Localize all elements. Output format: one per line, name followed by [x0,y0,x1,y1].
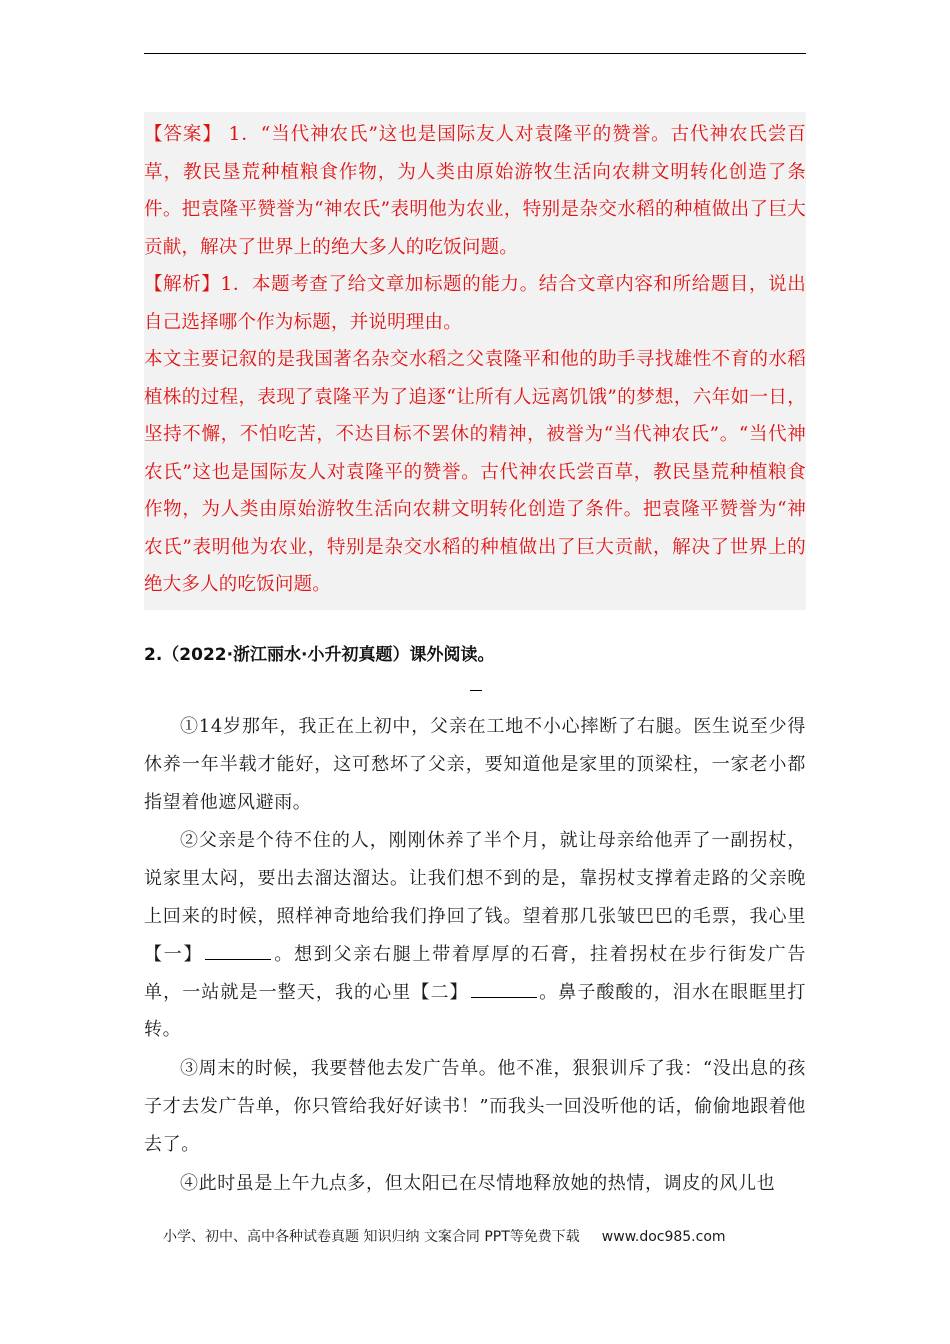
page-footer [163,1226,803,1246]
header-rule [144,53,806,54]
analysis-tag: 【解析】 [144,274,221,295]
question-heading: 2.（2022·浙江丽水·小升初真题）课外阅读。 [144,645,495,665]
analysis-paragraph [144,266,806,341]
analysis-paragraph-2: 本文主要记叙的是我国著名杂交水稻之父袁隆平和他的助手寻找雄性不育的水稻植株的过程，表现了袁隆平为了追逐“让所有人远离饥饿”的梦想，六年如一日，坚持不懈，不怕吃苦，不达目标不罢休的精神，被誉为“当代神农氏”。“当代神农氏”这也是国际友人对袁隆平的赞誉。古代神农氏尝百草，教民垦荒种植粮食作物，为人类由原始游牧生活向农耕文明转化创造了条件。把袁隆平赞誉为“神农氏”表明他为农业，特别是杂交水稻的种植做出了巨大贡献，解决了世界上的绝大多人的吃饭问题。 [144,349,806,595]
footer-text: 小学、初中、高中各种试卷真题 知识归纳 文案合同 PPT等免费下载 [163,1229,580,1245]
footer-url[interactable]: www.doc985.com [601,1229,726,1245]
reading-paragraph-2 [144,822,806,1049]
title-placeholder-dash [470,690,482,691]
reading-passage [144,708,806,1203]
blank-2[interactable] [471,979,537,998]
blank-1[interactable] [205,941,271,960]
p2-text-c: 。鼻子酸酸的，泪水在眼眶里打转。 [144,981,806,1041]
reading-paragraph-4: ④此时虽是上午九点多，但太阳已在尽情地释放她的热情，调皮的风儿也 [180,1172,776,1194]
p2-text-b: 。想到父亲右腿上带着厚厚的石膏，拄着拐杖在步行街发广告单，一站就是一整天，我的心里【二】 [144,943,806,1003]
answer-analysis-box [144,112,806,610]
answer-text: 1．“当代神农氏”这也是国际友人对袁隆平的赞誉。古代神农氏尝百草，教民垦荒种植粮食作物，为人类由原始游牧生活向农耕文明转化创造了条件。把袁隆平赞誉为“神农氏”表明他为农业，特别是杂交水稻的种植做出了巨大贡献，解决了世界上的绝大多人的吃饭问题。 [144,124,806,258]
p2-text-a: ②父亲是个待不住的人，刚刚休养了半个月，就让母亲给他弄了一副拐杖，说家里太闷，要出去溜达溜达。让我们想不到的是，靠拐杖支撑着走路的父亲晚上回来的时候，照样神奇地给我们挣回了钱。望着那几张皱巴巴的毛票，我心里【一】 [144,830,806,965]
reading-paragraph-3: ③周末的时候，我要替他去发广告单。他不准，狠狠训斥了我：“没出息的孩子才去发广告单，你只管给我好好读书！”而我头一回没听他的话，偷偷地跟着他去了。 [144,1058,806,1155]
analysis-text: 1．本题考查了给文章加标题的能力。结合文章内容和所给题目，说出自己选择哪个作为标题，并说明理由。 [144,274,806,333]
answer-paragraph [144,116,806,266]
answer-tag: 【答案】 [144,124,222,145]
reading-paragraph-1: ①14岁那年，我正在上初中，父亲在工地不小心摔断了右腿。医生说至少得休养一年半载才能好，这可愁坏了父亲，要知道他是家里的顶梁柱，一家老小都指望着他遮风避雨。 [144,716,806,813]
